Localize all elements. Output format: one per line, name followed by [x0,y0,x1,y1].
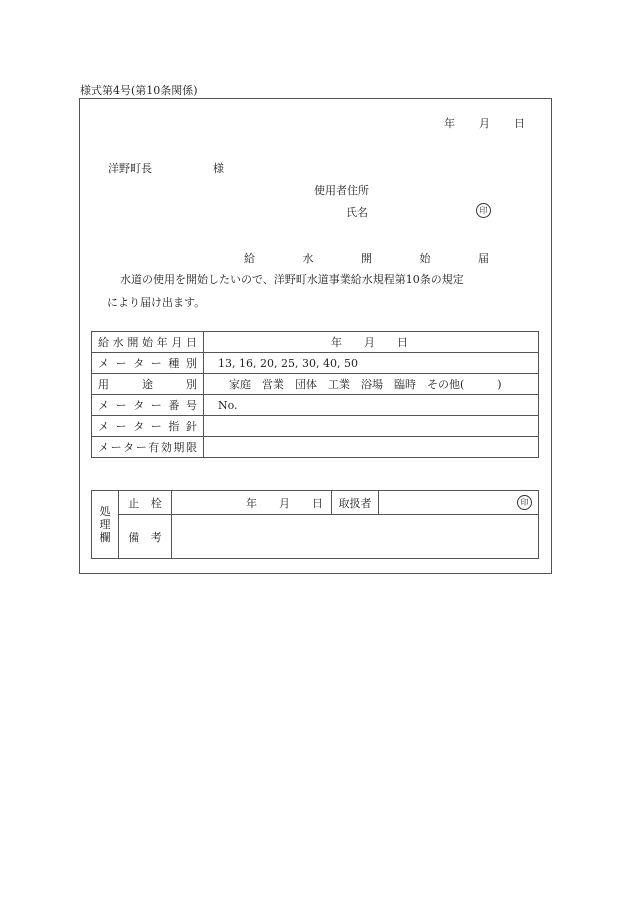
addressee-mayor: 洋野町長 [108,162,152,175]
stop-valve-date: 年 月 日 [172,491,332,515]
row-label-meter-type: メーター種別 [92,353,204,374]
table-row [92,353,539,374]
table-row [92,332,539,353]
processing-header: 処理欄 [92,491,119,559]
table-row [92,374,539,395]
row-label-start-date: 給水開始年月日 [92,332,204,353]
header-month-label: 月 [479,117,490,130]
applicant-address-label: 使用者住所 [314,184,369,197]
header-day-label: 日 [514,117,525,130]
handler-label: 取扱者 [332,491,379,515]
row-value-meter-number: No. [204,395,539,416]
row-value-start-date: 年 月 日 [204,332,539,353]
applicant-name-label: 氏名 [346,206,368,219]
row-label-meter-reading: メーター指針 [92,416,204,437]
table-row [92,515,539,559]
table-row [92,416,539,437]
addressee-honorific: 様 [213,162,224,175]
table-row [92,437,539,458]
document-title: 給 水 開 始 届 [244,252,511,265]
table-row [92,395,539,416]
details-table [91,331,539,458]
handler-seal-cell [379,491,539,515]
stop-valve-label: 止 栓 [119,491,172,515]
form-number-label: 様式第4号(第10条関係) [80,84,198,97]
row-value-meter-reading [204,416,539,437]
body-text-line-1: 水道の使用を開始したいので、洋野町水道事業給水規程第10条の規定 [120,273,464,286]
row-value-usage-type: 家庭 営業 団体 工業 浴場 臨時 その他( ) [204,374,539,395]
processing-table [91,490,539,559]
row-label-meter-expiry: メーター有効期限 [92,437,204,458]
row-label-usage-type: 用途別 [92,374,204,395]
table-row [92,491,539,515]
applicant-seal-icon: 印 [476,203,491,218]
row-value-meter-expiry [204,437,539,458]
handler-seal-icon: 印 [517,495,532,510]
row-label-meter-number: メーター番号 [92,395,204,416]
row-value-meter-type: 13, 16, 20, 25, 30, 40, 50 [204,353,539,374]
remarks-label: 備 考 [119,515,172,559]
body-text-line-2: により届け出ます。 [107,296,206,309]
header-year-label: 年 [444,117,455,130]
remarks-field [172,515,539,559]
